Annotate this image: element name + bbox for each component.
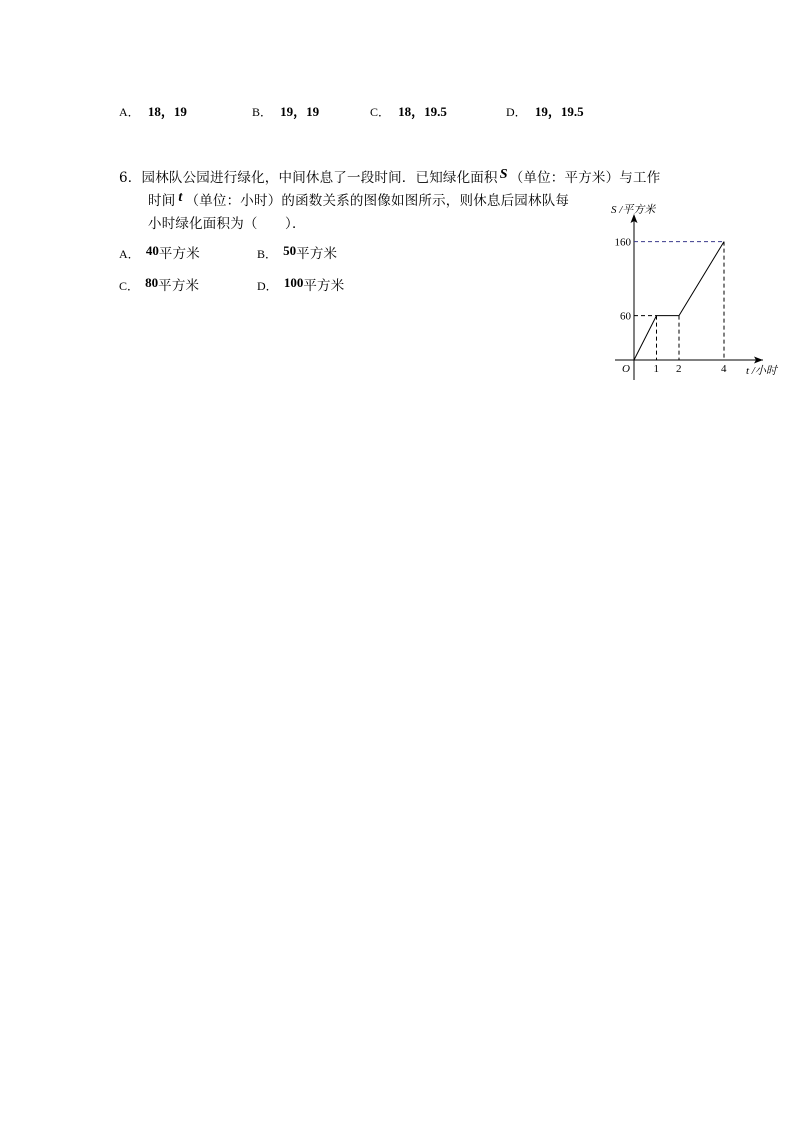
option-num: 40 (145, 243, 159, 258)
q6-text-part: （单位：小时）的函数关系的图像如图所示，则休息后园林队每 (185, 193, 570, 209)
option-letter: A． (119, 105, 140, 119)
q6-line-3 (148, 212, 306, 232)
x-tick-label: 2 (676, 363, 682, 375)
option-value: 19，19.5 (534, 104, 584, 119)
option-value: 18，19 (147, 104, 187, 119)
q6-option-a (119, 242, 200, 262)
q6-option-c (119, 274, 199, 294)
option-num: 50 (283, 243, 297, 258)
option-letter: D． (506, 105, 527, 119)
y-tick-label: 160 (614, 236, 631, 249)
q6-option-d (257, 274, 344, 294)
data-line (634, 242, 724, 360)
q6-text-part: 小时绿化面积为（ ）． (148, 216, 306, 232)
y-axis-label: S /平方米 (611, 204, 656, 216)
option-unit: 平方米 (158, 278, 200, 294)
q6-line-1 (119, 166, 660, 187)
var-s: S (499, 167, 508, 182)
y-tick-label: 60 (620, 310, 631, 323)
x-axis-label: t /小时 (746, 365, 777, 377)
q6-text-part: （单位：平方米）与工作 (509, 170, 661, 186)
q6-option-b (257, 242, 337, 262)
q5-option-a (119, 101, 187, 120)
var-t: t (178, 190, 183, 205)
origin-label: O (622, 363, 630, 375)
option-num: 80 (145, 275, 159, 290)
option-value: 18，19.5 (398, 104, 447, 119)
q6-line-2 (148, 189, 569, 210)
option-unit: 平方米 (158, 246, 200, 262)
x-tick-label: 4 (721, 363, 727, 375)
q5-option-b (252, 101, 319, 120)
x-tick-label: 1 (653, 363, 659, 375)
graph-layer (615, 214, 764, 380)
option-letter: A． (119, 247, 140, 261)
option-unit: 平方米 (303, 278, 345, 294)
q5-option-d (506, 101, 584, 120)
option-letter: B． (252, 105, 273, 119)
option-letter: B． (257, 247, 278, 261)
q6-text-part: 6．园林队公园进行绿化，中间休息了一段时间．已知绿化面积 (119, 170, 498, 186)
option-letter: C． (370, 105, 391, 119)
option-unit: 平方米 (296, 246, 338, 262)
option-letter: C． (119, 279, 140, 293)
option-letter: D． (257, 279, 278, 293)
q5-option-c (370, 101, 447, 120)
s-t-graph (605, 196, 785, 386)
option-value: 19，19 (280, 104, 320, 119)
q6-text-part: 时间 (148, 193, 176, 209)
option-num: 100 (283, 275, 304, 290)
